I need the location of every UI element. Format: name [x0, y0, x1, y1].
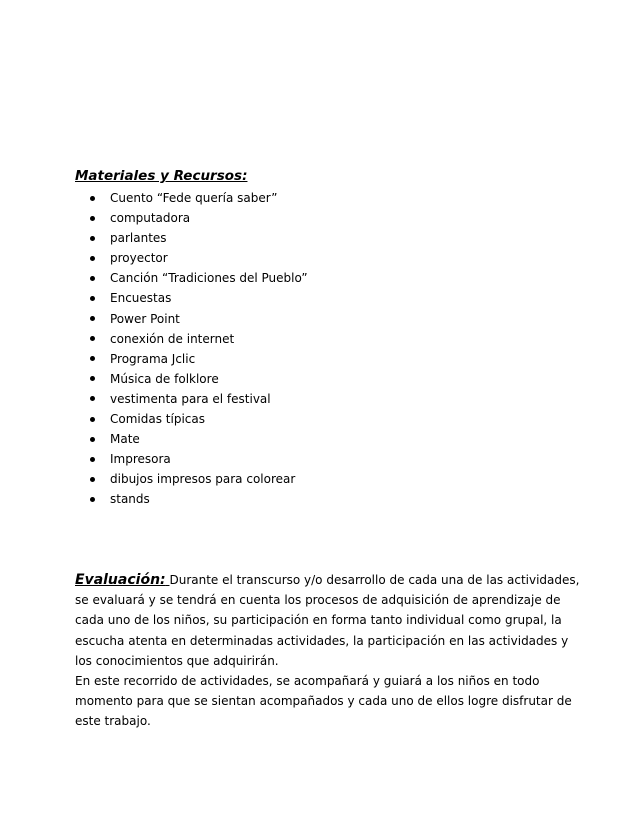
- list-item-text: stands: [110, 492, 150, 507]
- list-item: [90, 409, 308, 429]
- list-item-text: Mate: [110, 432, 140, 447]
- list-item: [90, 449, 308, 469]
- evaluation-section: [75, 570, 580, 732]
- evaluation-line: momento para que se sientan acompañados y cada uno de ellos logre disfrutar de: [75, 694, 572, 709]
- list-item: [90, 389, 308, 409]
- bullet-icon: [90, 376, 95, 381]
- bullet-icon: [90, 216, 95, 221]
- list-item: [90, 489, 308, 509]
- list-item: [90, 369, 308, 389]
- bullet-icon: [90, 296, 95, 301]
- evaluation-line: este trabajo.: [75, 714, 151, 729]
- bullet-icon: [90, 236, 95, 241]
- list-item: [90, 349, 308, 369]
- materials-list: [90, 188, 308, 510]
- bullet-icon: [90, 457, 95, 462]
- list-item: [90, 288, 308, 308]
- list-item-text: parlantes: [110, 231, 167, 246]
- evaluation-line: los conocimientos que adquirirán.: [75, 653, 279, 668]
- list-item: [90, 329, 308, 349]
- evaluation-line: [75, 570, 580, 590]
- list-item-text: Cuento “Fede quería saber”: [110, 191, 278, 205]
- bullet-icon: [90, 316, 95, 321]
- evaluation-heading: Evaluación:: [75, 572, 166, 588]
- bullet-icon: [90, 276, 95, 281]
- list-item: [90, 208, 308, 228]
- bullet-icon: [90, 396, 95, 401]
- bullet-icon: [90, 437, 95, 442]
- list-item-text: Impresora: [110, 452, 171, 467]
- evaluation-text: Durante el transcurso y/o desarrollo de cada una de las actividades,: [169, 573, 580, 587]
- materials-heading: Materiales y Recursos:: [75, 168, 248, 184]
- evaluation-line: cada uno de los niños, su participación en forma tanto individual como grupal, la: [75, 613, 562, 628]
- list-item-text: Programa Jclic: [110, 351, 196, 366]
- list-item-text: Canción “Tradiciones del Pueblo”: [110, 271, 308, 286]
- list-item-text: Power Point: [110, 311, 180, 326]
- list-item-text: Comidas típicas: [110, 412, 205, 427]
- bullet-icon: [90, 336, 95, 341]
- bullet-icon: [90, 356, 95, 361]
- bullet-icon: [90, 497, 95, 502]
- list-item-text: conexión de internet: [110, 331, 235, 346]
- bullet-icon: [90, 477, 95, 482]
- list-item: [90, 429, 308, 449]
- evaluation-line: escucha atenta en determinadas actividades, la participación en las actividades y: [75, 633, 569, 648]
- evaluation-line: En este recorrido de actividades, se acompañará y guiará a los niños en todo: [75, 674, 540, 689]
- list-item-text: dibujos impresos para colorear: [110, 472, 296, 487]
- list-item: [90, 309, 308, 329]
- list-item: [90, 248, 308, 268]
- bullet-icon: [90, 256, 95, 261]
- list-item: [90, 188, 308, 208]
- bullet-icon: [90, 196, 95, 201]
- list-item: [90, 228, 308, 248]
- bullet-icon: [90, 417, 95, 422]
- list-item-text: vestimenta para el festival: [110, 391, 271, 406]
- list-item: [90, 469, 308, 489]
- list-item-text: proyector: [110, 251, 168, 266]
- list-item-text: Música de folklore: [110, 371, 219, 386]
- list-item-text: Encuestas: [110, 291, 172, 306]
- list-item: [90, 268, 308, 288]
- evaluation-line: se evaluará y se tendrá en cuenta los procesos de adquisición de aprendizaje de: [75, 593, 561, 608]
- list-item-text: computadora: [110, 211, 191, 226]
